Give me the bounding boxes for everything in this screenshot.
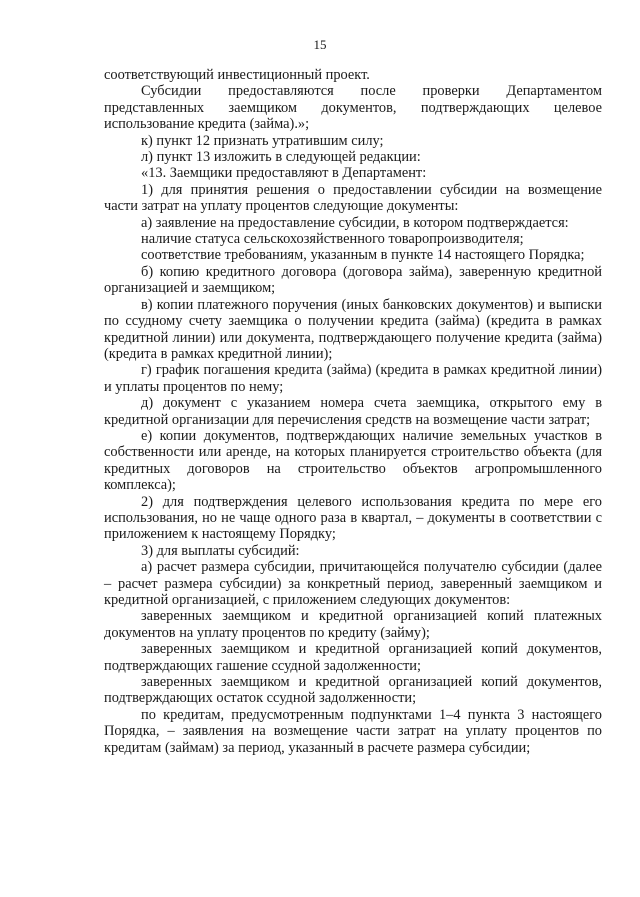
paragraph: б) копию кредитного договора (договора займа), заверенную кредитной организацией и заемщиком;	[104, 263, 602, 297]
paragraph: заверенных заемщиком и кредитной организацией копий платежных документов на уплату процентов по кредиту (займу);	[104, 608, 602, 641]
paragraph: Субсидии предоставляются после проверки Департаментом представленных заемщиком документов, подтверждающих целевое использование кредита (займа).»;	[104, 83, 602, 133]
paragraph: е) копии документов, подтверждающих наличие земельных участков в собственности или аренде, на которых планируется строительство объекта (для кредитных договоров на строительство объектов агропромышленного комплекса);	[104, 427, 602, 494]
paragraph: 1) для принятия решения о предоставлении субсидии на возмещение части затрат на уплату процентов следующие документы:	[104, 181, 602, 215]
paragraph: по кредитам, предусмотренным подпунктами 1–4 пункта 3 настоящего Порядка, – заявления на возмещение части затрат на уплату процентов по кредитам (займам) за период, указанный в расчете размера субсидии;	[104, 706, 602, 756]
paragraph: заверенных заемщиком и кредитной организацией копий документов, подтверждающих остаток ссудной задолженности;	[104, 674, 602, 707]
document-body	[104, 67, 602, 756]
paragraph: заверенных заемщиком и кредитной организацией копий документов, подтверждающих гашение ссудной задолженности;	[104, 641, 602, 674]
paragraph: а) расчет размера субсидии, причитающейся получателю субсидии (далее – расчет размера субсидии) за конкретный период, заверенный заемщиком и кредитной организацией, с приложением следующих документов:	[104, 559, 602, 608]
paragraph: а) заявление на предоставление субсидии, в котором подтверждается:	[141, 214, 569, 231]
page-number: 15	[313, 37, 327, 52]
paragraph: соответствующий инвестиционный проект.	[104, 67, 370, 83]
paragraph: 3) для выплаты субсидий:	[141, 542, 300, 559]
paragraph: г) график погашения кредита (займа) (кредита в рамках кредитной линии) и уплаты процентов по нему;	[104, 362, 602, 395]
paragraph: к) пункт 12 признать утратившим силу;	[141, 132, 384, 149]
paragraph: соответствие требованиям, указанным в пункте 14 настоящего Порядка;	[141, 247, 585, 264]
paragraph: л) пункт 13 изложить в следующей редакции:	[141, 149, 421, 166]
paragraph: 2) для подтверждения целевого использования кредита по мере его использования, но не чаще одного раза в квартал, – документы в соответствии с приложением к настоящему Порядку;	[104, 493, 602, 543]
paragraph: «13. Заемщики предоставляют в Департамент:	[141, 165, 427, 182]
paragraph: в) копии платежного поручения (иных банковских документов) и выписки по ссудному счету заемщика о получении кредита (займа) (кредита в рамках кредитной линии) или документа, подтверждающего получение кредита (займа) (кредита в рамках кредитной линии);	[104, 296, 602, 362]
paragraph: д) документ с указанием номера счета заемщика, открытого ему в кредитной организации для перечисления средств на возмещение части затрат;	[104, 395, 602, 428]
paragraph: наличие статуса сельскохозяйственного товаропроизводителя;	[141, 231, 524, 248]
